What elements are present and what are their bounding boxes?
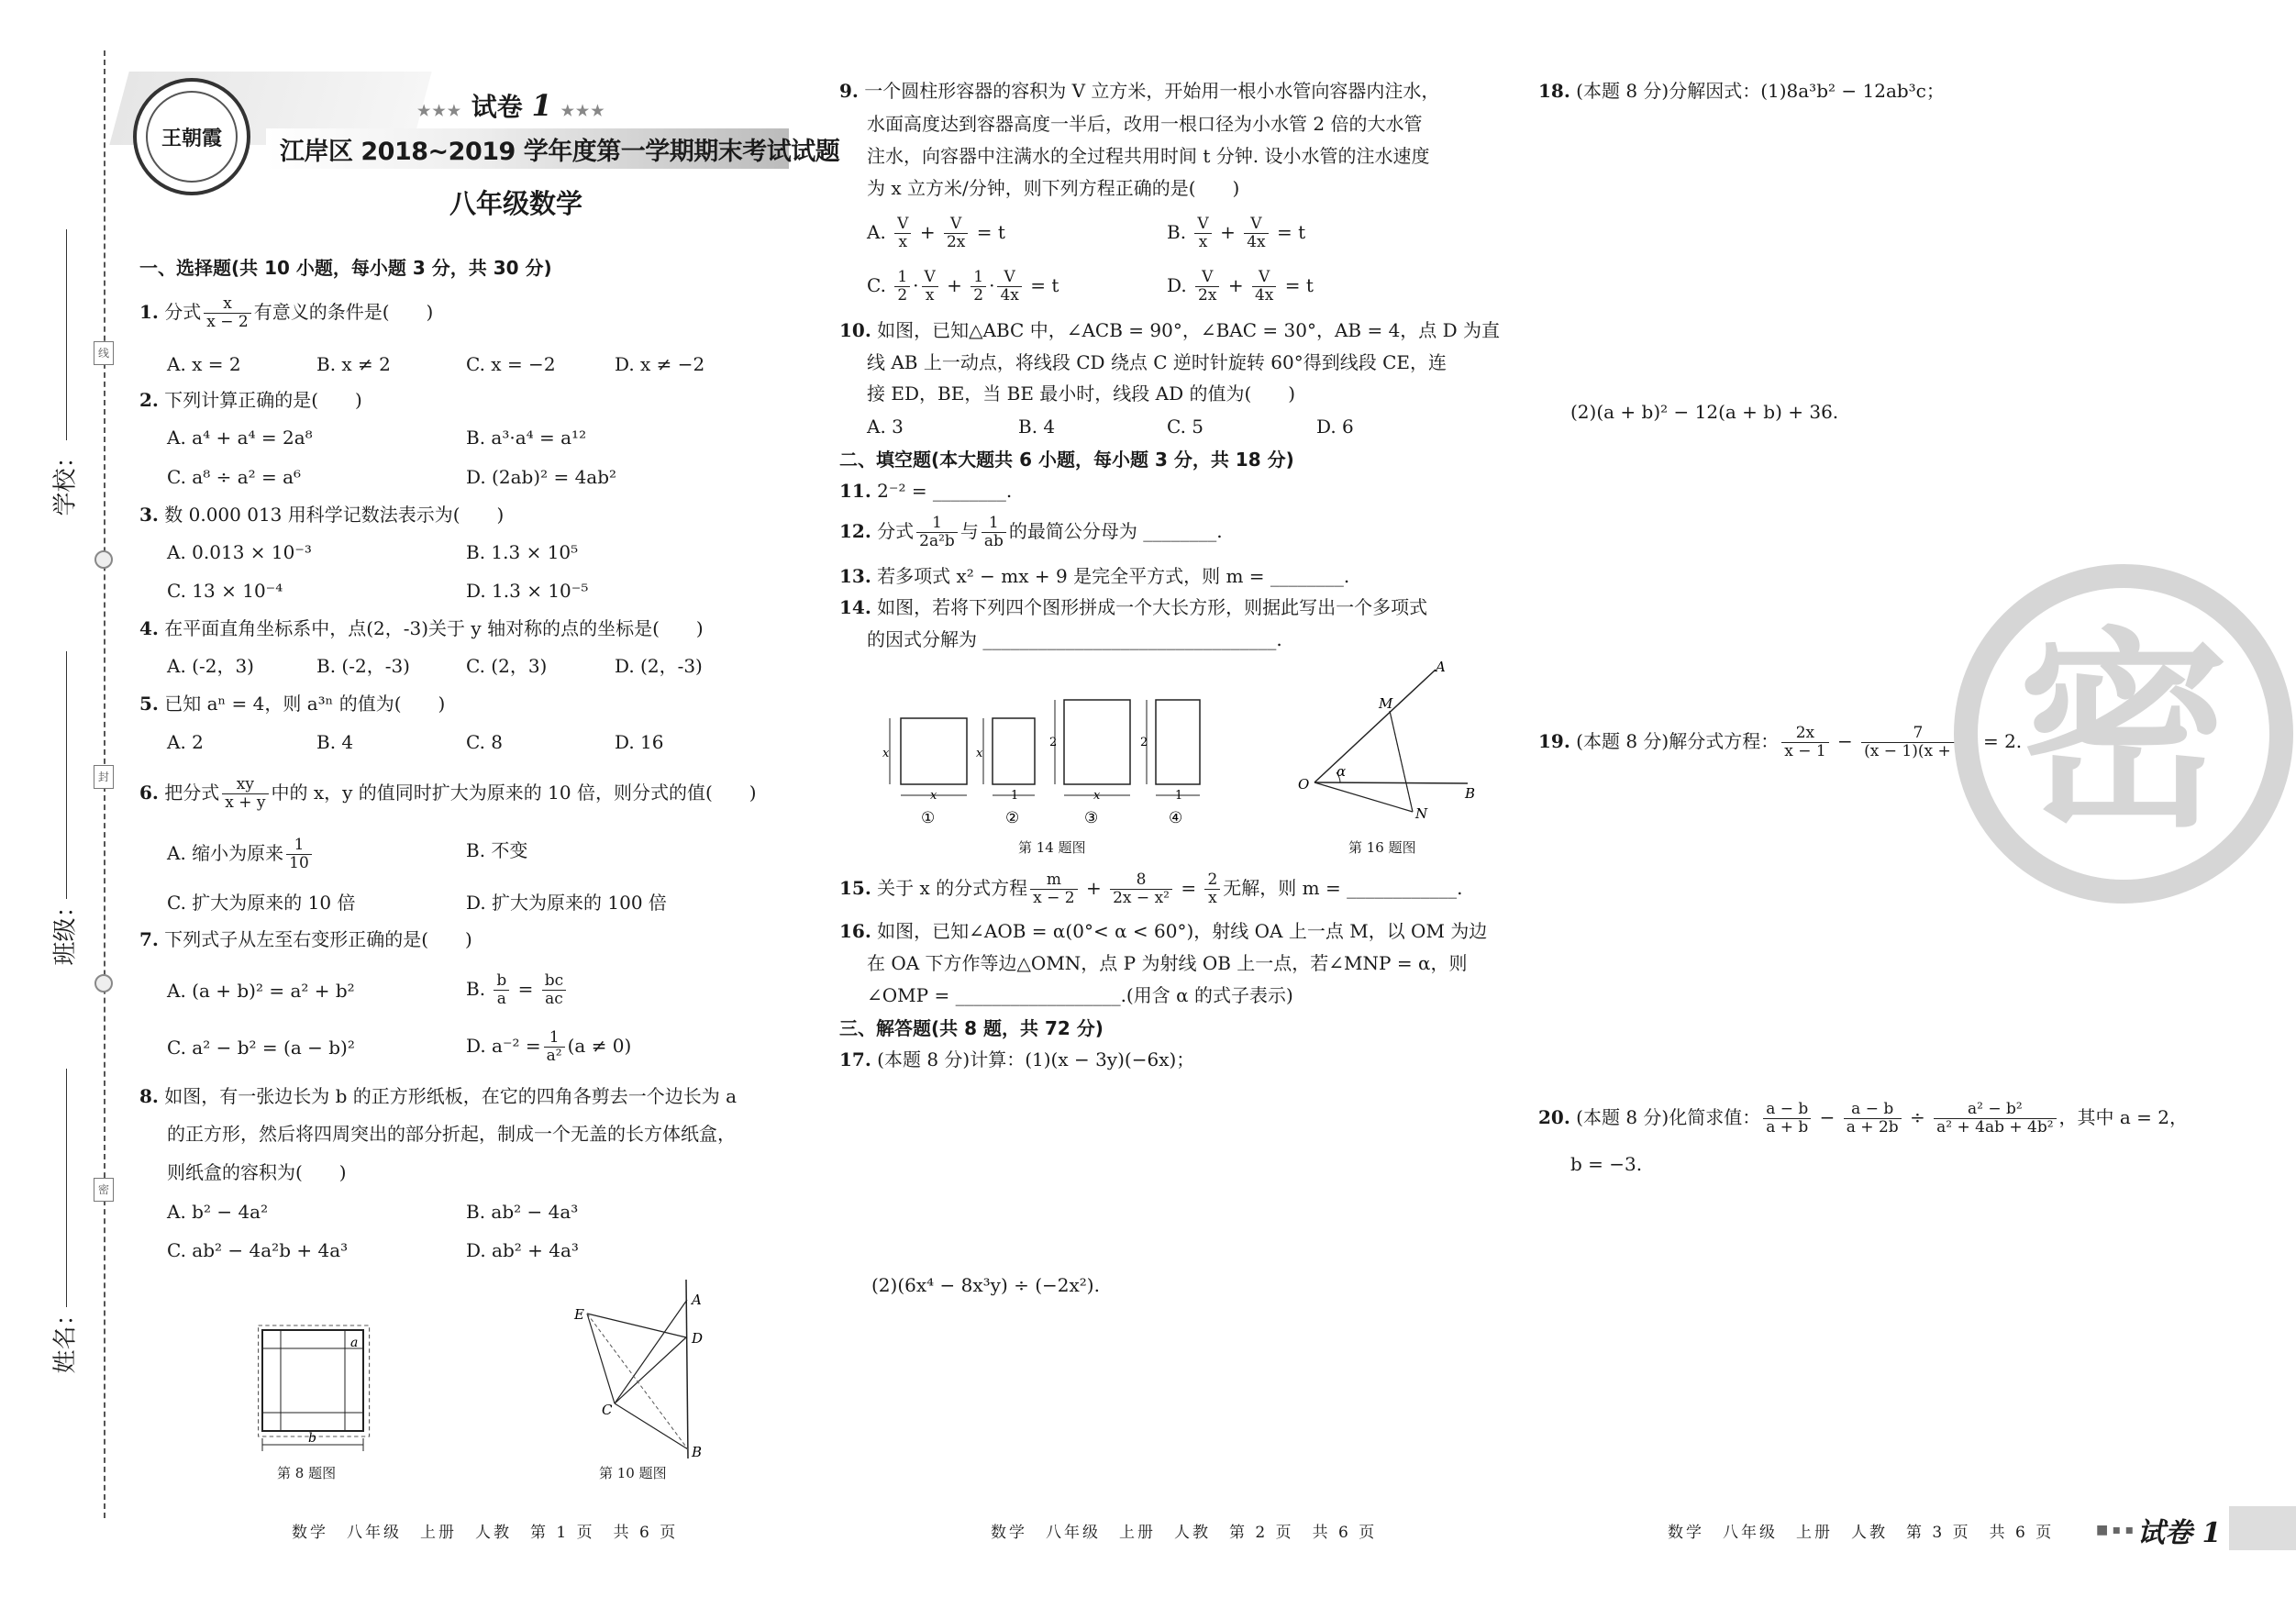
subject-title: 八年级数学 [449,188,583,219]
binding-hole-icon [94,974,113,993]
svg-text:1: 1 [1175,789,1183,803]
school-line [66,229,67,440]
question-text: 如图，若将下列四个图形拼成一个大长方形，则据此写出一个多项式 [877,596,1428,618]
svg-text:④: ④ [1169,809,1183,827]
question-number: 17. [839,1048,871,1070]
question-18-part2: (2)(a + b)² − 12(a + b) + 36. [1570,401,1839,423]
fraction: $\frac{x}{x - 2}$ [204,295,250,331]
question-13 [839,562,1349,590]
option-c: C. a⁸ ÷ a² = a⁶ [167,466,302,488]
question-text: 分式 [164,301,202,323]
question-number: 12. [839,520,871,542]
option-a: A. a⁴ + a⁴ = 2a⁸ [167,427,313,449]
option-d: D. a⁻² = $\frac{1}{\text{a²}}$ (a ≠ 0) [466,1028,632,1065]
fraction: $\frac{xy}{x + y}$ [222,776,268,812]
figure-8 [248,1321,376,1458]
svg-text:②: ② [1005,809,1020,827]
question-text: 中的 x，y 的值同时扩大为原来的 10 倍，则分式的值( ) [271,782,757,804]
question-text: 如图，已知△ABC 中，∠ACB = 90°，∠BAC = 30°，AB = 4，点 D 为直 [877,319,1501,341]
question-text: 如图，有一张边长为 b 的正方形纸板，在它的四角各剪去一个边长为 a [164,1085,738,1107]
option-a: A. 0.013 × 10⁻³ [167,541,312,563]
option-d: D. 扩大为原来的 100 倍 [466,892,667,914]
question-number: 11. [839,480,871,502]
secret-stamp [1954,564,2293,904]
question-number: 16. [839,920,871,942]
footer-page-2: 数学 八年级 上册 人教 第 2 页 共 6 页 [991,1524,1378,1542]
question-number: 6. [139,782,159,804]
question-text: 在平面直角坐标系中，点(2，-3)关于 y 轴对称的点的坐标是( ) [164,617,704,639]
svg-text:M: M [1379,695,1393,712]
question-text: 2⁻² = ________. [877,480,1013,502]
footer-decor: ■ ▪ ▪ [2096,1523,2135,1537]
question-number: 1. [139,301,159,323]
binding-hole-icon [94,550,113,569]
option-d: D. x ≠ −2 [615,353,705,375]
question-17 [839,1046,1194,1073]
svg-text:N: N [1415,805,1428,822]
footer-badge-bg [2229,1506,2296,1550]
option-b: B. 不变 [466,839,528,861]
question-8-line2: 的正方形，然后将四周突出的部分折起，制成一个无盖的长方体纸盒， [167,1123,736,1145]
question-number: 2. [139,389,159,411]
school-label: 学校： [51,444,80,516]
class-line [66,651,67,899]
question-text: 已知 aⁿ = 4，则 a³ⁿ 的值为( ) [164,693,446,715]
option-a: A. 3 [867,416,904,438]
question-number: 15. [839,877,871,899]
footer-badge: 试卷 1 [2137,1517,2222,1549]
question-8-line3: 则纸盒的容积为( ) [167,1161,347,1183]
question-text: (本题 8 分)分解因式：(1)8a³b² − 12ab³c； [1576,80,1945,102]
question-9-line2: 水面高度达到容器高度一半后，改用一根口径为小水管 2 倍的大水管 [867,113,1423,135]
question-text: 下列式子从左至右变形正确的是( ) [164,928,472,950]
question-2 [139,386,362,414]
svg-text:③: ③ [1084,809,1099,827]
svg-text:x: x [1093,789,1101,803]
paper-label-text: 试卷 [471,92,523,122]
question-3 [139,501,504,528]
question-text: 若多项式 x² − mx + 9 是完全平方式，则 m = ________. [877,565,1350,587]
question-text: 如图，已知∠AOB = α(0°< α < 60°)，射线 OA 上一点 M，以 OM 为边 [877,920,1488,942]
option-a: A. $\frac{V}{x}$ + $\frac{V}{2x}$ = t [867,215,1005,251]
option-d: D. 6 [1316,416,1354,438]
question-20-line2: b = −3. [1570,1153,1643,1175]
fig10-label-c: C [602,1402,613,1418]
star-decor-right: ★★★ [560,102,606,119]
figure-8-caption: 第 8 题图 [277,1465,337,1481]
option-d: D. $\frac{V}{2x}$ + $\frac{V}{4x}$ = t [1167,268,1314,305]
question-number: 9. [839,80,859,102]
question-number: 20. [1538,1106,1570,1128]
option-d: D. 1.3 × 10⁻⁵ [466,580,589,602]
question-7 [139,926,472,953]
option-b: B. x ≠ 2 [316,353,391,375]
question-number: 14. [839,596,871,618]
question-10 [839,316,1500,344]
fig10-label-a: A [692,1292,702,1308]
question-15: 15. 关于 x 的分式方程 $\frac{m}{x - 2}$ + $\frac{8}{\text{2x − x²}}$ = $\frac{2}{x}$ 无解，则 m = ____________. [839,871,1463,907]
option-c: C. $\frac{1}{2}$ · $\frac{V}{x}$ + $\frac{1}{2}$ · $\frac{V}{4x}$ = t [867,268,1059,305]
footer-page-1: 数学 八年级 上册 人教 第 1 页 共 6 页 [292,1524,679,1542]
option-a: A. (-2，3) [167,655,254,677]
option-c: C. 8 [466,731,504,753]
question-number: 10. [839,319,871,341]
option-c: C. (2，3) [466,655,548,677]
section-fill-title: 二、填空题(本大题共 6 小题，每小题 3 分，共 18 分) [839,449,1294,471]
question-number: 13. [839,565,871,587]
question-text: 数 0.000 013 用科学记数法表示为( ) [164,504,505,526]
question-text: 有意义的条件是( ) [253,301,434,323]
option-d: D. (2ab)² = 4ab² [466,466,617,488]
question-10-line2: 线 AB 上一动点，将线段 CD 绕点 C 逆时针旋转 60°得到线段 CE，连 [867,351,1447,373]
option-b: B. (-2，-3) [316,655,410,677]
option-b: B. 4 [316,731,354,753]
question-16 [839,917,1487,945]
stamp-text: 密 [2017,611,2229,856]
class-label: 班级： [51,893,80,966]
fig8-label-a: a [350,1336,359,1350]
option-a: A. (a + b)² = a² + b² [167,980,355,1002]
option-b: B. a³·a⁴ = a¹² [466,427,587,449]
svg-text:1: 1 [1011,789,1019,803]
option-d: D. (2，-3) [615,655,703,677]
question-number: 3. [139,504,159,526]
paper-label [417,87,606,124]
question-6 [139,776,757,812]
question-number: 4. [139,617,159,639]
fig10-label-e: E [574,1306,584,1323]
question-text: (本题 8 分)计算：(1)(x − 3y)(−6x)； [877,1048,1195,1070]
question-text: 一个圆柱形容器的容积为 V 立方米，开始用一根小水管向容器内注水， [864,80,1440,102]
option-a: A. 2 [167,731,204,753]
option-b: B. 4 [1018,416,1056,438]
seal-mark-feng: 封 [94,765,114,789]
question-16-line2: 在 OA 下方作等边△OMN，点 P 为射线 OB 上一点，若∠MNP = α，则 [867,952,1468,974]
option-d: D. ab² + 4a³ [466,1239,579,1261]
footer-page-3: 数学 八年级 上册 人教 第 3 页 共 6 页 [1668,1524,2055,1542]
option-c: C. 扩大为原来的 10 倍 [167,892,356,914]
svg-text:B: B [1465,785,1476,802]
question-5 [139,690,445,717]
seal-mark-mi: 密 [94,1178,114,1202]
figure-10 [560,1275,706,1468]
question-text: 把分式 [164,782,220,804]
svg-text:α: α [1337,763,1347,780]
figure-10-caption: 第 10 题图 [599,1465,667,1481]
question-number: 8. [139,1085,159,1107]
option-c: C. ab² − 4a²b + 4a³ [167,1239,349,1261]
option-c: C. a² − b² = (a − b)² [167,1037,355,1059]
option-c: C. 5 [1167,416,1204,438]
name-label: 姓名： [51,1302,80,1374]
option-b: B. $\frac{V}{x}$ + $\frac{V}{4x}$ = t [1167,215,1306,251]
option-d: D. 16 [615,731,664,753]
question-9-line4: 为 x 立方米/分钟，则下列方程正确的是( ) [867,177,1240,199]
fig10-label-d: D [692,1330,704,1347]
question-number: 18. [1538,80,1570,102]
question-number: 7. [139,928,159,950]
svg-text:2: 2 [1049,736,1058,749]
question-11 [839,477,1012,505]
question-number: 5. [139,693,159,715]
exam-title: 江岸区 2018~2019 学年度第一学期期末考试试题 [280,138,840,166]
svg-text:A: A [1436,660,1446,675]
svg-text:2: 2 [1140,736,1148,749]
question-10-line3: 接 ED，BE，当 BE 最小时，线段 AD 的值为( ) [867,383,1296,405]
option-c: C. x = −2 [466,353,556,375]
svg-text:x: x [882,747,890,760]
svg-text:①: ① [921,809,936,827]
figure-14-caption: 第 14 题图 [1018,839,1086,856]
svg-text:O: O [1298,776,1310,793]
option-b: B. 1.3 × 10⁵ [466,541,579,563]
question-20: 20. (本题 8 分)化简求值： $\frac{a - b}{a + b}$ − $\frac{a - b}{a + 2b}$ ÷ $\frac{\text{a² − b²}}{\text{a² + 4ab + 4b²}}$ ，其中 a = 2， [1538,1100,2189,1137]
svg-text:x: x [930,789,937,803]
question-19: 19. (本题 8 分)解分式方程： $\frac{2x}{x - 1}$ − $\frac{7}{(x - 1)(x + 2)}$ = 2. [1538,724,2023,760]
figure-14 [881,693,1248,835]
question-number: 19. [1538,730,1570,752]
name-line [66,1069,67,1307]
option-b: B. ab² − 4a³ [466,1201,579,1223]
paper-number: 1 [531,88,552,123]
question-14-line2: 的因式分解为 ________________________________. [867,628,1282,650]
logo-text: 王朝霞 [161,126,222,150]
question-14 [839,593,1427,621]
star-decor-left: ★★★ [417,102,463,119]
question-18 [1538,77,1945,105]
brand-logo [133,78,250,195]
question-9 [839,77,1439,105]
seal-mark-xian: 线 [94,341,114,365]
option-b: B. $\frac{b}{a}$ = $\frac{bc}{ac}$ [466,972,569,1008]
question-16-line3: ∠OMP = __________________.(用含 α 的式子表示) [867,984,1293,1006]
section-solve-title: 三、解答题(共 8 题，共 72 分) [839,1017,1104,1039]
figure-16-caption: 第 16 题图 [1348,839,1416,856]
fig8-label-b: b [308,1431,316,1446]
figure-16 [1289,660,1491,826]
question-9-line3: 注水，向容器中注满水的全过程共用时间 t 分钟. 设小水管的注水速度 [867,145,1430,167]
question-8 [139,1082,737,1110]
question-4 [139,615,704,642]
question-17-part2: (2)(6x⁴ − 8x³y) ÷ (−2x²). [871,1274,1100,1296]
option-c: C. 13 × 10⁻⁴ [167,580,283,602]
question-1 [139,295,433,331]
option-a: A. b² − 4a² [167,1201,269,1223]
fig10-label-b: B [692,1444,703,1460]
option-a: A. 缩小为原来 $\frac{1}{10}$ [167,837,315,872]
section-choice-title: 一、选择题(共 10 小题，每小题 3 分，共 30 分) [139,257,552,279]
question-12: 12. 分式 $\frac{1}{\text{2a²b}}$ 与 $\frac{1}{ab}$ 的最简公分母为 ________. [839,514,1223,550]
question-text: 下列计算正确的是( ) [164,389,362,411]
svg-text:x: x [976,747,983,760]
option-a: A. x = 2 [167,353,241,375]
